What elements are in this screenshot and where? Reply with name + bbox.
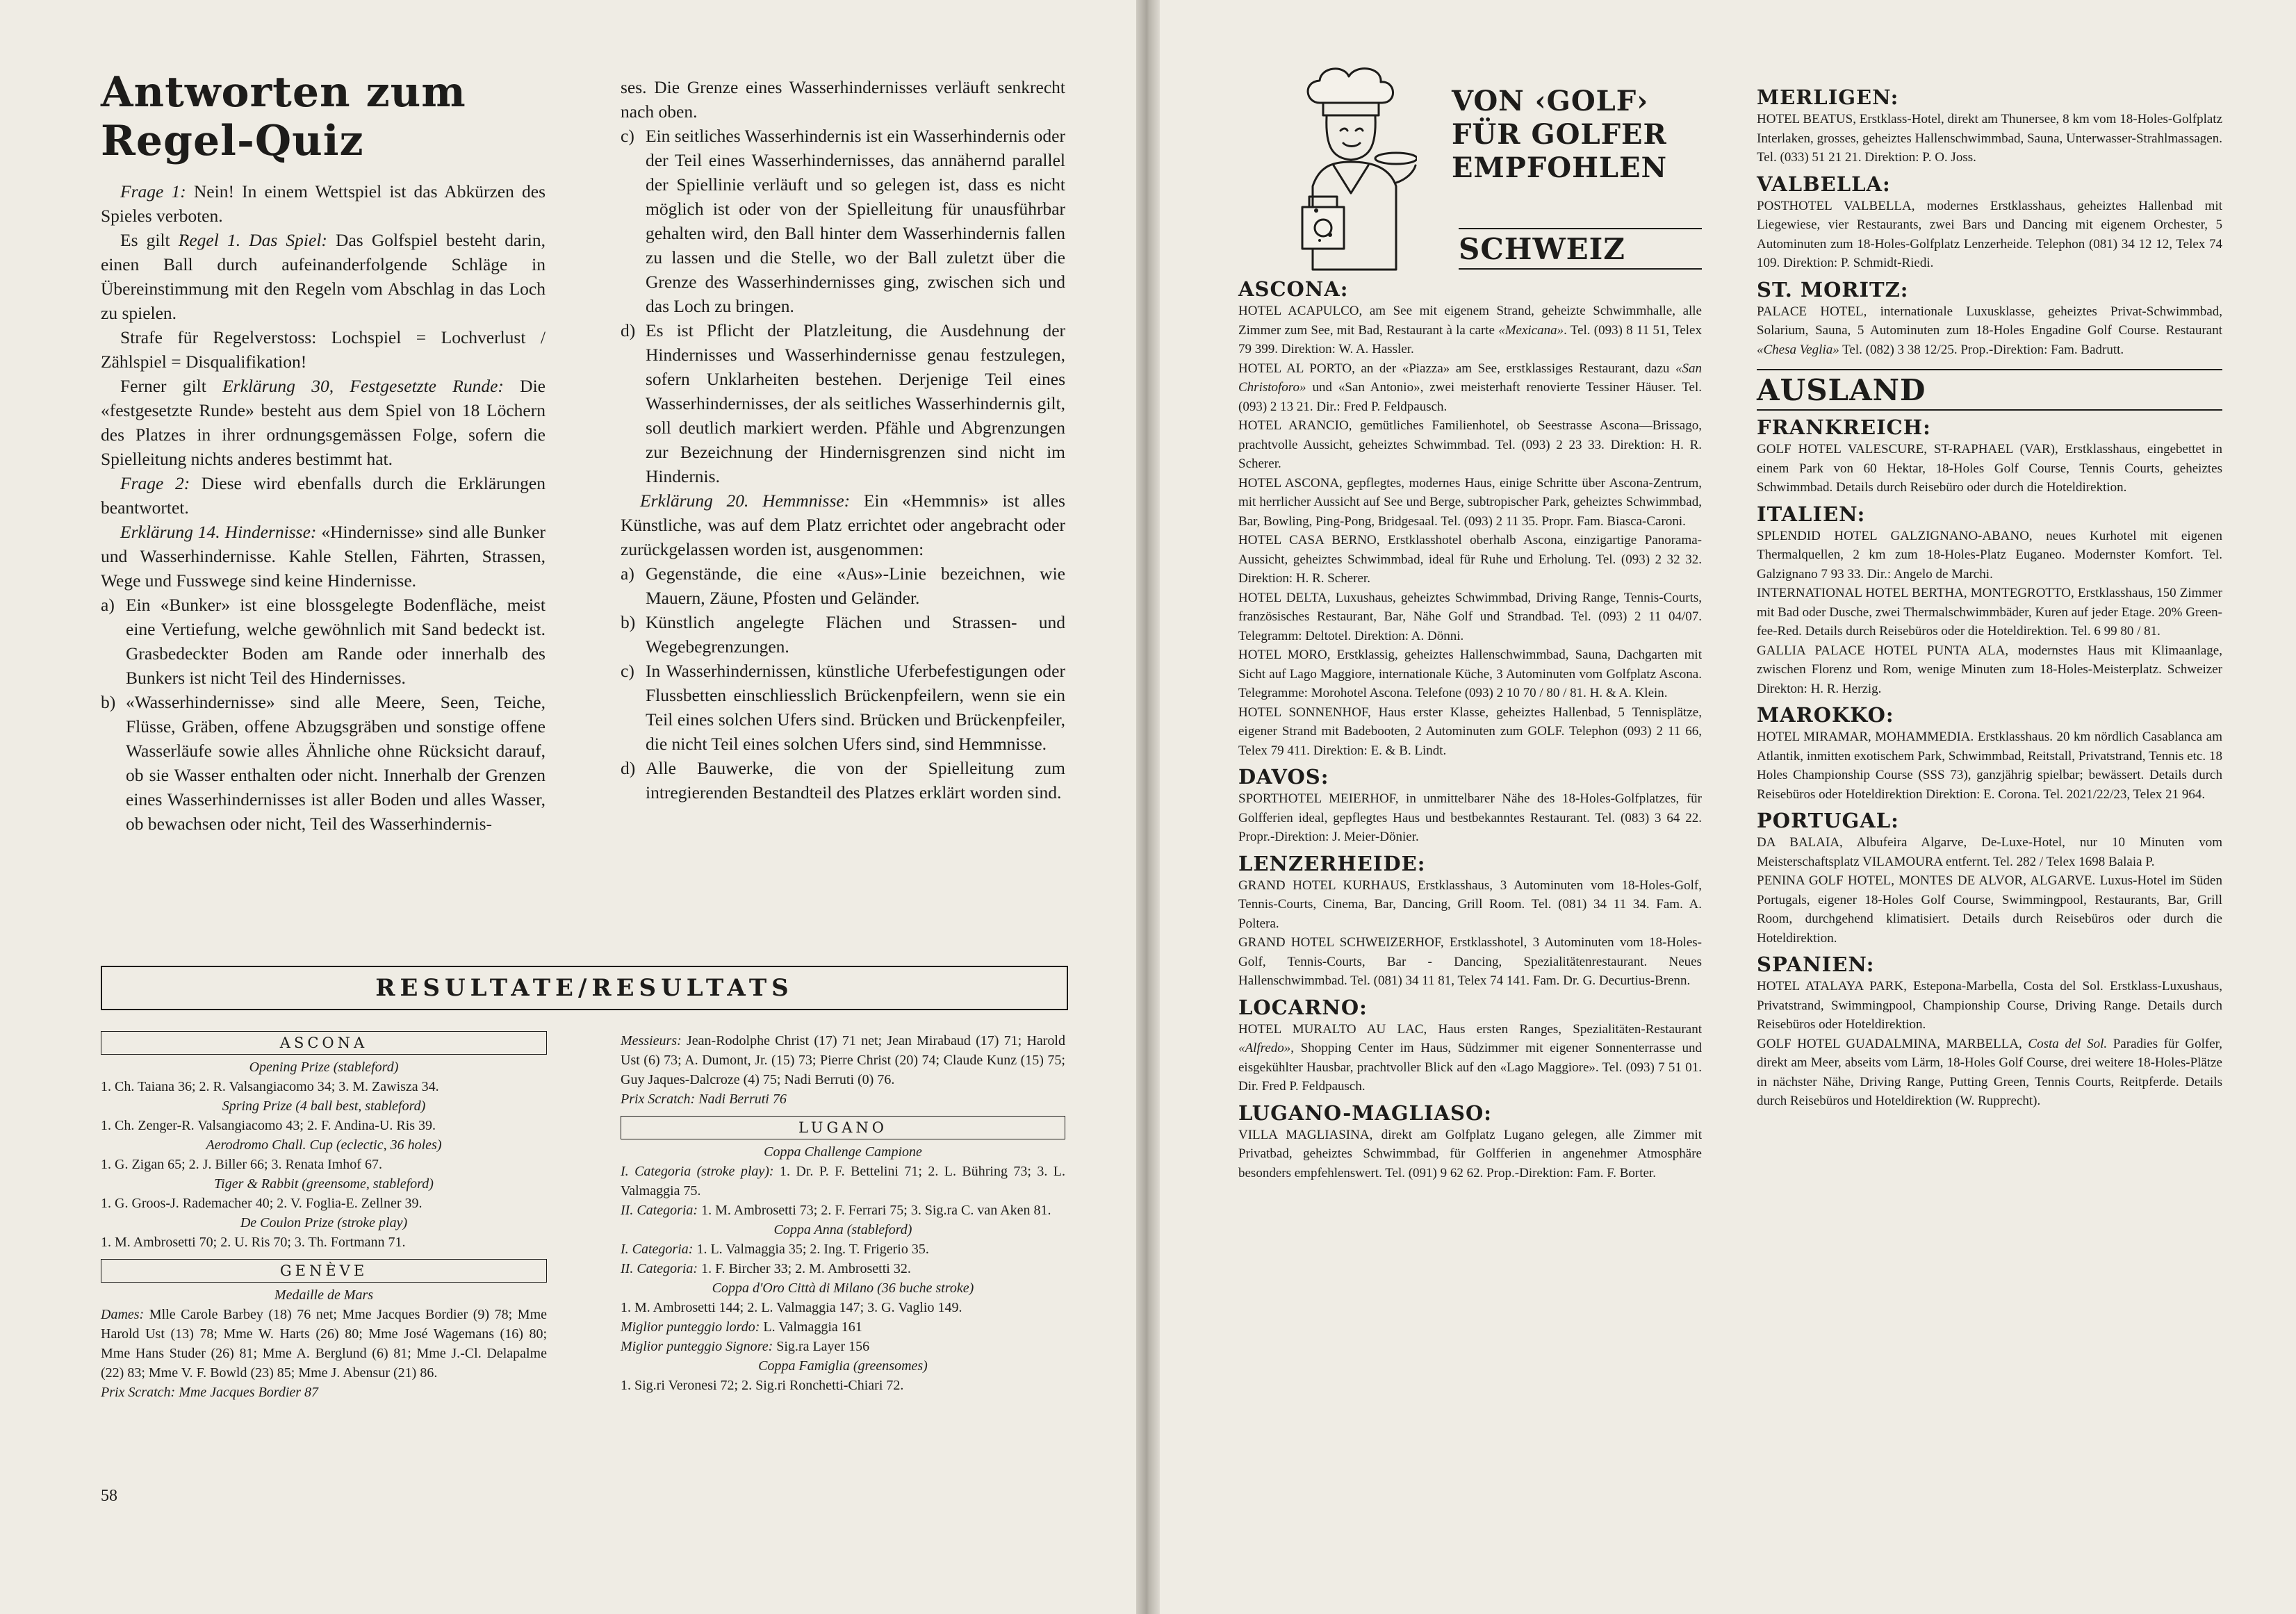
- country-switzerland: [1459, 228, 1702, 270]
- place-heading: MAROKKO:: [1757, 703, 1894, 727]
- hotel-entry: GALLIA PALACE HOTEL PUNTA ALA, modernstes Haus mit Klimaanlage, zwischen Florenz und Rom, wenige Minuten zum 18-Holes-Meisterplatz. Schweizer Direkton: H. R. Herzig.: [1757, 643, 2222, 696]
- hotel-entry: PENINA GOLF HOTEL, MONTES DE ALVOR, ALGARVE. Luxus-Hotel im Süden Portugals, eigener 18-Holes Golf Course, Swimmingpool, Restaurants, Bar, Grill Room, durchgehend klimatisiert. Details durch Reisebüros oder durch die Hoteldirektion.: [1757, 873, 2222, 946]
- result-line: II. Categoria: 1. F. Bircher 33; 2. M. Ambrosetti 32.: [621, 1261, 911, 1276]
- place-heading: DAVOS:: [1238, 765, 1329, 789]
- list-item: [621, 318, 1065, 488]
- section-heading: [1452, 85, 1702, 185]
- list-item: [621, 561, 1065, 610]
- list-label: a): [621, 563, 634, 584]
- hotel-entry: HOTEL ACAPULCO, am See mit eigenem Strand, geheizte Schwimmhalle, alle Zimmer zum See, mit Bad, Restaurant à la carte «Mexicana». Tel. (093) 8 11 51, Telex 79 399. Direktion: W. A. Hassler.: [1238, 304, 1702, 356]
- place-heading: FRANKREICH:: [1757, 415, 1931, 439]
- hotel-entry: HOTEL MIRAMAR, MOHAMMEDIA. Erstklasshaus. 20 km nördlich Casablanca am Atlantik, inmitten exotischem Park, Schwimmbad, Reitstall, Privatstrand, Tennis etc. 18 Holes Championship Course (SSS 73), ganzjährig spielbar; bewässert. Details durch Reisebüros oder Hoteldirektion Direktion: E. Corona. Tel. 2021/22/23, Telex 21 964.: [1757, 730, 2222, 802]
- result-line: 1. Ch. Zenger-R. Valsangiacomo 43; 2. F. Andina-U. Ris 39.: [101, 1118, 436, 1133]
- hotel-entry: VILLA MAGLIASINA, direkt am Golfplatz Lugano gelegen, alle Zimmer mit Privatbad, geheiztes Schwimmbad, für Golfferien in angenehmer Atmosphäre besonders empfehlenswert. Tel. (091) 9 62 62. Prop.-Direktion: Fam. F. Borter.: [1238, 1127, 1702, 1180]
- result-line: 1. M. Ambrosetti 70; 2. U. Ris 70; 3. Th. Fortmann 71.: [101, 1235, 406, 1250]
- list-label: c): [621, 126, 634, 146]
- list-label: a): [101, 595, 115, 615]
- article-column-2: [621, 75, 1065, 805]
- heading-line-1: VON ‹GOLF›: [1452, 85, 1649, 117]
- hotel-entry: HOTEL BEATUS, Erstklass-Hotel, direkt am Thunersee, 8 km vom 18-Holes-Golfplatz Interlaken, grosses, geheiztes Hallenschwimmbad, Sauna, Unterwasser-Strahlmassagen. Tel. (033) 51 21 21. Direktion: P. O. Joss.: [1757, 112, 2222, 165]
- hotel-entry: SPORTHOTEL MEIERHOF, in unmittelbarer Nähe des 18-Holes-Golfplatzes, für Golfferien ideal, gepflegtes Haus und bestbekanntes Restaurant. Tel. (083) 3 64 22. Propr.-Direktion: J. Meier-Dönier.: [1238, 791, 1702, 844]
- result-line: Miglior punteggio lordo: L. Valmaggia 161: [621, 1319, 862, 1335]
- paragraph: ses. Die Grenze eines Wasserhindernisses verläuft senkrecht nach oben.: [621, 77, 1065, 122]
- list-item: [621, 756, 1065, 805]
- result-line: 1. Sig.ri Veronesi 72; 2. Sig.ri Ronchetti-Chiari 72.: [621, 1378, 904, 1393]
- results-column-1: [101, 1031, 547, 1402]
- book-gutter: [1136, 0, 1160, 1614]
- place-heading: PORTUGAL:: [1757, 809, 1899, 832]
- result-line: 1. G. Zigan 65; 2. J. Biller 66; 3. Renata Imhof 67.: [101, 1157, 382, 1172]
- hotel-entry: GRAND HOTEL KURHAUS, Erstklasshaus, 3 Autominuten vom 18-Holes-Golf, Tennis-Courts, Cinema, Bar, Dancing, Grill Room. Tel. (081) 34 11 34. Fam. A. Poltera.: [1238, 878, 1702, 931]
- hotel-entry: HOTEL AL PORTO, an der «Piazza» am See, erstklassiges Restaurant, dazu «San Christoforo» und «San Antonio», zwei meisterhaft renovierte Tessiner Häuser. Tel. (093) 2 13 21. Dir.: Fred P. Feldpausch.: [1238, 361, 1702, 414]
- competition-title: Coppa Anna (stableford): [773, 1222, 912, 1237]
- list-text: Künstlich angelegte Flächen und Strassen- und Wegebegrenzungen.: [646, 612, 1065, 657]
- list-label: b): [101, 692, 116, 712]
- result-line: Dames: Mlle Carole Barbey (18) 76 net; Mme Jacques Bordier (9) 78; Mme Harold Ust (13) 78; Mme W. Harts (26) 80; Mme José Wagemans (16) 80; Mme Hans Studer (26) 81; Mme A. Berglund (6) 81; Mme J.-Cl. Delapalme (22) 83; Mme V. F. Bowld (23) 85; Mme J. Abensur (21) 86.: [101, 1307, 547, 1381]
- list-item: [621, 610, 1065, 659]
- competition-title: Medaille de Mars: [274, 1287, 374, 1303]
- list-text: Es ist Pflicht der Platzleitung, die Ausdehnung der Hindernisses und Wasserhindernisse genau festzulegen, sofern Unklarheiten bestehen. Derjenige Teil eines Wasserhindernisses, der als seitliches Wasserhindernis gilt, soll deutlich markiert werden. Pfähle und Abgrenzungen zur Bezeichnung der Hindernisgrenzen sind nicht im Hindernis.: [646, 320, 1065, 486]
- list-text: Ein seitliches Wasserhindernis ist ein Wasserhindernis oder der Teil eines Wasserhindernisses, das annähernd parallel der Spiellinie verläuft und so gelegen ist, dass es nicht möglich ist oder von der Spielleitung für unausführbar gehalten wird, den Ball hinter dem Wasserhindernis fallen zu lassen und die Stelle, wo der Ball zuletzt über die Grenze des Wasserhindernisses ging, zwischen sich und das Loch zu bringen.: [646, 126, 1065, 316]
- result-line: 1. Ch. Taiana 36; 2. R. Valsangiacomo 34; 3. M. Zawisza 34.: [101, 1079, 439, 1094]
- results-header: RESULTATE/RESULTATS: [101, 966, 1068, 1010]
- result-line: 1. G. Groos-J. Rademacher 40; 2. V. Foglia-E. Zellner 39.: [101, 1196, 423, 1211]
- competition-title: Coppa Challenge Campione: [764, 1144, 922, 1160]
- result-line: I. Categoria (stroke play): 1. Dr. P. F. Bettelini 71; 2. L. Bühring 73; 3. L. Valmaggia 75.: [621, 1164, 1065, 1199]
- place-heading: SPANIEN:: [1757, 953, 1875, 976]
- hotel-entry: HOTEL ARANCIO, gemütliches Familienhotel, ob Seestrasse Ascona—Brissago, prachtvolle Aussicht, geheiztes Schwimmbad. Tel. (093) 2 23 33. Direktion: H. R. Scherer.: [1238, 418, 1702, 471]
- list-text: Gegenstände, die eine «Aus»-Linie bezeichnen, wie Mauern, Zäune, Pfosten und Geländer.: [646, 563, 1065, 608]
- paragraph: Erklärung 14. Hindernisse: «Hindernisse» sind alle Bunker und Wasserhindernisse. Kahle Stellen, Fährten, Strassen, Wege und Fusswege sind keine Hindernisse.: [101, 522, 546, 591]
- hotel-entry: HOTEL DELTA, Luxushaus, geheiztes Schwimmbad, Driving Range, Tennis-Courts, französisches Restaurant, Bar, Nähe Golf und Strandbad. Tel. (093) 2 11 04/07. Telegramm: Deltotel. Direktion: A. Dönni.: [1238, 590, 1702, 643]
- title-line-2: Regel-Quiz: [101, 117, 364, 165]
- hotel-entry: HOTEL MORO, Erstklassig, geheiztes Hallenschwimmbad, Sauna, Dachgarten mit Sicht auf Lago Maggiore, internationale Küche, 3 Autominuten vom Golfplatz Ascona. Telegramme: Morohotel Ascona. Telefone (093) 2 10 70 / 80 / 81. H. & A. Klein.: [1238, 648, 1702, 700]
- paragraph: Ferner gilt Erklärung 30, Festgesetzte Runde: Die «festgesetzte Runde» besteht aus dem Spiel von 18 Löchern des Platzes in ihrer ordnungsgemässen Folge, sofern die Spielleitung nichts anderes bestimmt hat.: [101, 376, 546, 469]
- article-title: [101, 68, 587, 165]
- hotel-entry: POSTHOTEL VALBELLA, modernes Erstklasshaus, geheiztes Hallenbad mit Liegewiese, vier Restaurants, zwei Bars und Dancing mit eigenem Orchester, 5 Autominuten zum 18-Holes-Golfplatz Lenzerheide. Telephon (081) 34 12 12, Telex 74 109. Direktion: P. Schmidt-Riedi.: [1757, 198, 2222, 270]
- list-text: Alle Bauwerke, die von der Spielleitung zum intregierenden Bestandteil des Platzes erklärt worden sind.: [646, 758, 1065, 802]
- article-column-1: [101, 179, 546, 836]
- place-heading: ST. MORITZ:: [1757, 277, 1909, 302]
- competition-title: De Coulon Prize (stroke play): [240, 1215, 408, 1230]
- page-number: 58: [101, 1487, 117, 1505]
- rule-line: [1757, 409, 2222, 411]
- hotel-entry: GRAND HOTEL SCHWEIZERHOF, Erstklasshotel, 3 Autominuten vom 18-Holes-Golf, Tennis-Courts, Bar - Dancing, Spezialitätenrestaurant. Neues Hallenschwimmbad. Tel. (081) 34 11 81, Telex 74 141. Fam. Dr. G. Decurtius-Brenn.: [1238, 935, 1702, 988]
- hotel-entry: GOLF HOTEL VALESCURE, ST-RAPHAEL (VAR), Erstklasshaus, eingebettet in einem Park von 60 Hektar, 18-Holes Golf Course, Tennis Courts, geheiztes Schwimmbad. Details durch Reisebüro oder durch die Hoteldirektion.: [1757, 442, 2222, 495]
- result-line: II. Categoria: 1. M. Ambrosetti 73; 2. F. Ferrari 75; 3. Sig.ra C. van Aken 81.: [621, 1203, 1051, 1218]
- result-line: Prix Scratch: Nadi Berruti 76: [621, 1092, 787, 1107]
- competition-title: Coppa Famiglia (greensomes): [758, 1358, 928, 1374]
- list-item: [621, 124, 1065, 318]
- place-heading: MERLIGEN:: [1757, 85, 1899, 109]
- hotel-entry: DA BALAIA, Albufeira Algarve, De-Luxe-Hotel, nur 10 Minuten vom Meisterschaftsplatz VILAMOURA entfernt. Tel. 282 / Telex 1698 Balaia P.: [1757, 835, 2222, 869]
- hotel-entry: GOLF HOTEL GUADALMINA, MARBELLA, Costa del Sol. Paradies für Golfer, direkt am Meer, abseits vom Lärm, 18-Holes Golf Course, drei weitere 18-Holes-Plätze in nächster Nähe, Driving Range, Putting Green, Tennis Courts, Reitpferde. Details durch Reisebüros und Hoteldirektion (W. Rupprecht).: [1757, 1036, 2223, 1108]
- country-abroad-label: AUSLAND: [1757, 373, 1926, 407]
- result-line: Messieurs: Jean-Rodolphe Christ (17) 71 net; Jean Mirabaud (17) 71; Harold Ust (6) 73; A. Dumont, Jr. (15) 73; Pierre Christ (20) 74; Claude Kunz (15) 75; Guy Jaques-Dalcroze (4) 75; Nadi Berruti (0) 76.: [621, 1033, 1065, 1087]
- heading-line-3: EMPFOHLEN: [1452, 151, 1668, 184]
- country-switzerland-label: SCHWEIZ: [1459, 232, 1625, 266]
- place-heading: LUGANO-MAGLIASO:: [1238, 1101, 1492, 1125]
- paragraph: Es gilt Regel 1. Das Spiel: Das Golfspiel besteht darin, einen Ball durch aufeinanderfolgende Schläge in Übereinstimmung mit den Regeln vom Abschlag in das Loch zu spielen.: [101, 230, 546, 323]
- paragraph: Frage 2: Diese wird ebenfalls durch die Erklärungen beantwortet.: [101, 473, 546, 518]
- hotel-column-2: [1757, 81, 2222, 1111]
- list-text: Ein «Bunker» ist eine blossgelegte Bodenfläche, meist eine Vertiefung, welche gewöhnlich mit Sand bedeckt ist. Grasbedeckter Boden am Rande oder innerhalb des Bunkers ist nicht Teil des Hindernisses.: [126, 595, 546, 688]
- result-line: Prix Scratch: Mme Jacques Bordier 87: [101, 1385, 319, 1400]
- place-heading: ASCONA:: [1238, 277, 1349, 301]
- list-label: d): [621, 320, 636, 340]
- hotel-entry: PALACE HOTEL, internationale Luxusklasse, geheiztes Privat-Schwimmbad, Solarium, Sauna, 5 Autominuten zum 18-Holes Engadine Golf Course. Restaurant «Chesa Veglia» Tel. (082) 3 38 12/25. Prop.-Direktion: Fam. Badrutt.: [1757, 304, 2222, 357]
- club-heading: ASCONA: [101, 1031, 547, 1055]
- rule-line: [1757, 369, 2222, 370]
- club-heading: GENÈVE: [101, 1259, 547, 1283]
- competition-title: Opening Prize (stableford): [249, 1060, 399, 1075]
- result-line: I. Categoria: 1. L. Valmaggia 35; 2. Ing. T. Frigerio 35.: [621, 1242, 929, 1257]
- chef-icon: [1292, 61, 1417, 277]
- result-line: Miglior punteggio Signore: Sig.ra Layer 156: [621, 1339, 870, 1354]
- paragraph: Erklärung 20. Hemmnisse: Ein «Hemmnis» ist alles Künstliche, was auf dem Platz errichtet oder angebracht oder zurückgelassen worden ist, ausgenommen:: [621, 491, 1065, 559]
- place-heading: LOCARNO:: [1238, 995, 1368, 1019]
- result-line: 1. M. Ambrosetti 144; 2. L. Valmaggia 147; 3. G. Vaglio 149.: [621, 1300, 962, 1315]
- results-column-2: [621, 1031, 1065, 1395]
- heading-line-2: FÜR GOLFER: [1452, 118, 1667, 151]
- list-label: b): [621, 612, 636, 632]
- list-item: [101, 690, 546, 836]
- left-page: [0, 0, 1136, 1614]
- place-heading: LENZERHEIDE:: [1238, 851, 1426, 875]
- hotel-entry: INTERNATIONAL HOTEL BERTHA, MONTEGROTTO, Erstklasshaus, 150 Zimmer mit Bad oder Dusche, zwei Thermalschwimmbäder, Kuren auf jeder Etage. 20% Green-fee-Red. Details durch Reisebüros oder die Hoteldirektion. Tel. 6 99 80 / 81.: [1757, 586, 2222, 639]
- list-text: In Wasserhindernissen, künstliche Uferbefestigungen oder Flussbetten einschliesslich Brückenpfeilern, wenn sie ein Teil eines solchen Ufers sind. Brücken und Brückenpfeiler, die nicht Teil eines solchen Ufers sind, sind Hemmnisse.: [646, 661, 1065, 754]
- list-text: «Wasserhindernisse» sind alle Meere, Seen, Teiche, Flüsse, Gräben, offene Abzugsgräben und sonstige offene Wasserläufe sowie alles Ähnliche ohne Rücksicht darauf, ob sie Wasser enthalten oder nicht. Innerhalb der Grenzen eines Wasserhindernisses ist aller Boden und alles Wasser, ob bewachsen oder nicht, Teil des Wasserhindernis-: [126, 692, 546, 834]
- hotel-column-1: [1238, 272, 1702, 1183]
- hotel-entry: SPLENDID HOTEL GALZIGNANO-ABANO, neues Kurhotel mit eigenen Thermalquellen, 2 km zum 18-Holes-Platz Euganeo. Modernster Komfort. Tel. Galzignano 7 93 33. Dir.: Angelo de Marchi.: [1757, 528, 2222, 582]
- list-label: d): [621, 758, 636, 778]
- paragraph: Frage 1: Nein! In einem Wettspiel ist das Abkürzen des Spieles verboten.: [101, 181, 546, 226]
- title-line-1: Antworten zum: [101, 68, 466, 117]
- hotel-entry: HOTEL SONNENHOF, Haus erster Klasse, geheiztes Hallenbad, 5 Tennisplätze, eigener Strand mit Badebooten, 2 Autominuten zum GOLF. Telephon (093) 2 11 66, Telex 79 411. Direktion: E. & B. Lindt.: [1238, 705, 1702, 758]
- competition-title: Coppa d'Oro Città di Milano (36 buche stroke): [712, 1281, 974, 1296]
- list-item: [621, 659, 1065, 756]
- list-item: [101, 593, 546, 690]
- competition-title: Tiger & Rabbit (greensome, stableford): [214, 1176, 434, 1192]
- hotel-entry: HOTEL ASCONA, gepflegtes, modernes Haus, einige Schritte über Ascona-Zentrum, mit herrlicher Aussicht auf See und Berge, subtropischer Park, geheiztes Schwimmbad, Bar, Bowling, Ping-Pong, Bridgesaal. Tel. (093) 2 11 35. Propr. Fam. Biasca-Caroni.: [1238, 475, 1702, 529]
- paragraph: Strafe für Regelverstoss: Lochspiel = Lochverlust / Zählspiel = Disqualifikation!: [101, 327, 546, 372]
- competition-title: Aerodromo Chall. Cup (eclectic, 36 holes): [206, 1137, 442, 1153]
- place-heading: ITALIEN:: [1757, 502, 1866, 526]
- hotel-entry: HOTEL CASA BERNO, Erstklasshotel oberhalb Ascona, einzigartige Panorama-Aussicht, geheiztes Schwimmbad, ideal für Ruhe und Erholung. Tel. (093) 2 32 32. Direktion: H. R. Scherer.: [1238, 533, 1702, 586]
- country-abroad: [1757, 369, 2222, 411]
- right-page: [1160, 0, 2296, 1614]
- competition-title: Spring Prize (4 ball best, stableford): [222, 1098, 426, 1114]
- list-label: c): [621, 661, 634, 681]
- hotel-entry: HOTEL MURALTO AU LAC, Haus ersten Ranges, Spezialitäten-Restaurant «Alfredo», Shopping Center im Haus, Südzimmer mit eigener Sonnenterrasse und eisgekühlter Hausbar, prachtvoller Blick auf den «Lago Maggiore». Tel. (093) 7 51 01. Dir. Fred P. Feldpausch.: [1238, 1021, 1702, 1094]
- place-heading: VALBELLA:: [1757, 172, 1891, 196]
- club-heading: LUGANO: [621, 1116, 1065, 1139]
- hotel-entry: HOTEL ATALAYA PARK, Estepona-Marbella, Costa del Sol. Erstklass-Luxushaus, Privatstrand, Swimmingpool, Championship Course, Driving Range. Details durch Reisebüros oder Hoteldirektion.: [1757, 979, 2222, 1032]
